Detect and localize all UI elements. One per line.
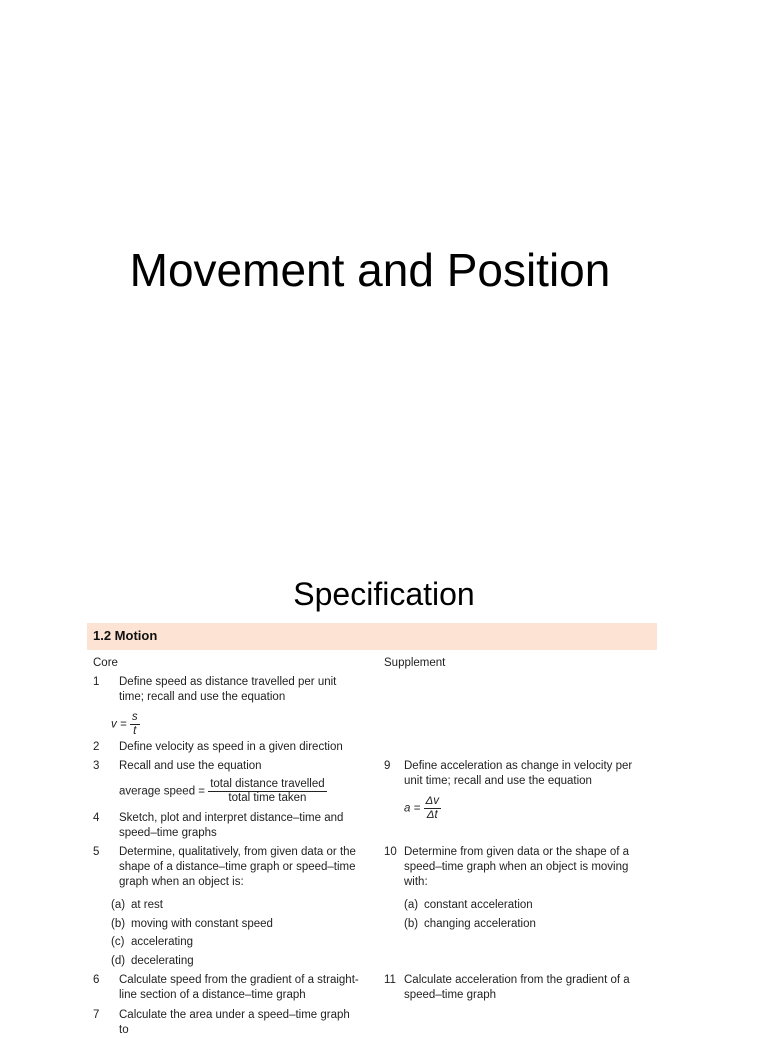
core-item-3-num: 3 — [93, 760, 100, 772]
supp-sub-b-text: changing acceleration — [424, 918, 536, 930]
supp-item-10-num: 10 — [384, 846, 397, 858]
equation-speed-num: s — [131, 711, 138, 723]
supp-sub-a-text: constant acceleration — [424, 899, 533, 911]
equation-average-speed-num: total distance travelled — [210, 778, 325, 790]
supp-item-9-num: 9 — [384, 760, 391, 772]
core-item-4-text: Sketch, plot and interpret distance–time and speed–time graphs — [119, 812, 344, 839]
core-sub-d-text: decelerating — [131, 955, 194, 967]
core-item-5-text: Determine, qualitatively, from given data or the shape of a distance–time graph or speed–time graph when an object is: — [119, 846, 356, 888]
supp-item-11-num: 11 — [384, 974, 396, 986]
core-sub-b-text: moving with constant speed — [131, 918, 273, 930]
core-sub-a — [111, 898, 163, 913]
supp-sub-b — [404, 917, 536, 932]
supplement-column — [384, 759, 654, 1024]
equation-speed-lhs: v = — [111, 718, 127, 731]
equation-speed-den: t — [133, 725, 137, 737]
core-item-5-num: 5 — [93, 846, 100, 858]
core-item-2-num: 2 — [93, 741, 100, 753]
equation-average-speed — [119, 778, 327, 805]
supplement-label: Supplement — [384, 657, 446, 669]
equation-acceleration-den: Δt — [426, 809, 438, 821]
core-item-7-text: Calculate the area under a speed–time graph to — [119, 1009, 350, 1036]
core-item-1-num: 1 — [93, 676, 100, 688]
core-item-4-num: 4 — [93, 812, 100, 824]
slide-title: Movement and Position — [129, 244, 611, 296]
core-item-6-text: Calculate speed from the gradient of a straight-line section of a distance–time graph — [119, 974, 359, 1001]
equation-acceleration-num: Δv — [425, 795, 439, 807]
supp-sub-b-label: (b) — [404, 918, 419, 930]
core-sub-c-text: accelerating — [131, 936, 194, 948]
equation-average-speed-den: total time taken — [228, 792, 307, 804]
equation-acceleration — [404, 795, 441, 822]
core-item-2-text: Define velocity as speed in a given direction — [119, 741, 343, 753]
equation-speed — [111, 711, 140, 738]
core-sub-c-label: (c) — [111, 936, 125, 948]
core-sub-c — [111, 935, 194, 950]
core-sub-a-label: (a) — [111, 899, 126, 911]
spec-header-label: 1.2 Motion — [93, 628, 158, 643]
supp-item-10-text: Determine from given data or the shape of a speed–time graph when an object is moving with: — [404, 846, 630, 888]
core-item-6-num: 6 — [93, 974, 100, 986]
core-item-7-num: 7 — [93, 1009, 100, 1021]
equation-average-speed-lhs: average speed = — [119, 785, 205, 798]
core-sub-b — [111, 917, 273, 932]
supp-item-11-text: Calculate acceleration from the gradient of a speed–time graph — [404, 974, 630, 1001]
core-item-3-text: Recall and use the equation — [119, 760, 262, 772]
core-sub-d-label: (d) — [111, 955, 126, 967]
core-sub-d — [111, 954, 194, 969]
supp-sub-a-label: (a) — [404, 899, 419, 911]
core-sub-b-label: (b) — [111, 918, 126, 930]
supp-item-9-text: Define acceleration as change in velocity per unit time; recall and use the equation — [404, 760, 633, 787]
slide-subtitle: Specification — [293, 576, 475, 612]
core-sub-a-text: at rest — [131, 899, 163, 911]
supp-sub-a — [404, 898, 533, 913]
core-item-1-text: Define speed as distance travelled per unit time; recall and use the equation — [119, 676, 337, 703]
core-column — [93, 675, 363, 1036]
spec-header — [87, 623, 657, 650]
core-label: Core — [93, 657, 118, 669]
equation-acceleration-lhs: a = — [404, 802, 421, 815]
